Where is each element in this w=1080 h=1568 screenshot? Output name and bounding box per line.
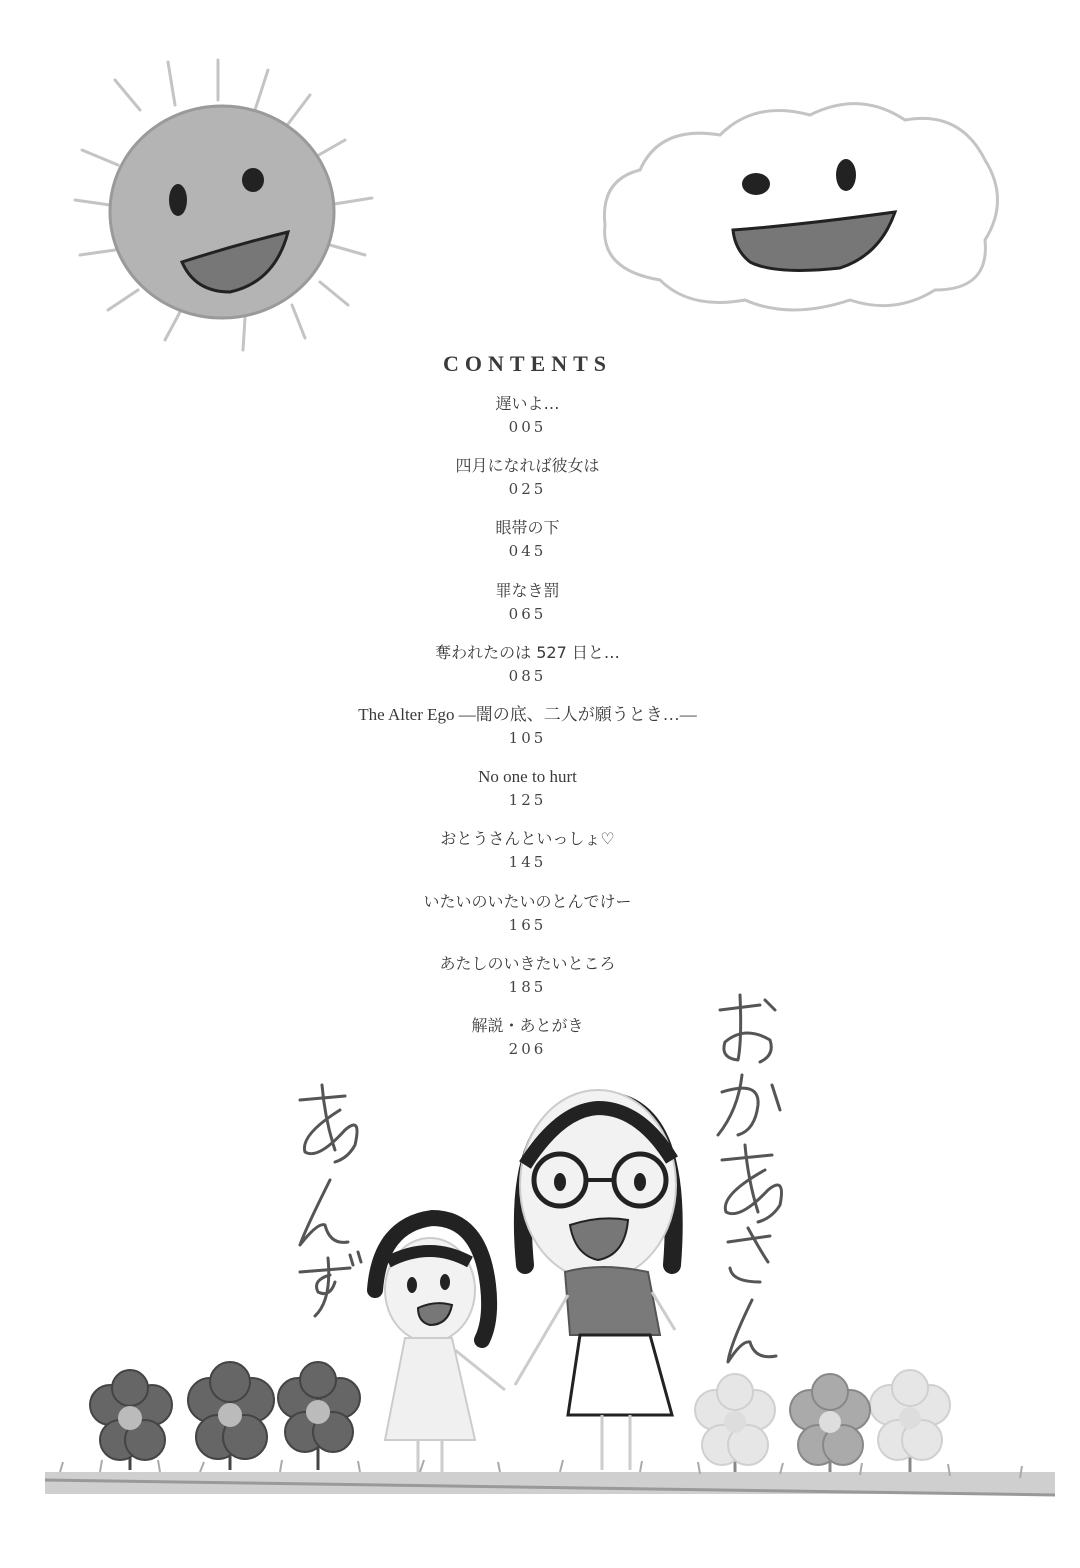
table-of-contents [0, 392, 1055, 1076]
entry-title: おとうさんといっしょ♡ [440, 829, 615, 849]
toc-entry[interactable] [0, 765, 1055, 827]
cloud-drawing [604, 104, 997, 310]
toc-entry[interactable] [0, 703, 1055, 765]
entry-page-number: 206 [508, 1039, 547, 1058]
entry-page-number: 065 [508, 604, 547, 623]
toc-entry[interactable] [0, 1014, 1055, 1076]
entry-title: 四月になれば彼女は [455, 456, 600, 476]
toc-entry[interactable] [0, 392, 1055, 454]
entry-page-number: 125 [508, 791, 547, 810]
entry-title: 奪われたのは 527 日と… [435, 642, 620, 662]
entry-title: 解説・あとがき [471, 1015, 584, 1035]
contents-heading: CONTENTS [442, 350, 613, 376]
entry-title: The Alter Ego ―闇の底、二人が願うとき…― [358, 704, 697, 724]
entry-title: 眼帯の下 [495, 518, 560, 538]
entry-page-number: 005 [508, 418, 547, 436]
entry-page-number: 145 [508, 853, 547, 872]
entry-title: あたしのいきたいところ [439, 953, 616, 973]
toc-entry[interactable] [0, 890, 1055, 952]
entry-page-number: 185 [508, 977, 547, 996]
entry-title: 罪なき罰 [495, 580, 560, 600]
entry-page-number: 085 [508, 666, 547, 685]
entry-page-number: 045 [508, 542, 547, 561]
flowers-right [695, 1370, 950, 1480]
entry-page-number: 105 [508, 728, 547, 747]
toc-entry[interactable] [0, 516, 1055, 578]
sun-drawing [75, 60, 372, 350]
toc-entry[interactable] [0, 454, 1055, 516]
grass-ground [45, 1460, 1055, 1495]
child-figure [375, 1218, 505, 1485]
entry-title: いたいのいたいのとんでけー [423, 891, 632, 911]
toc-entry[interactable] [0, 579, 1055, 641]
entry-title: No one to hurt [478, 767, 577, 787]
mother-figure [515, 1090, 676, 1470]
toc-entry[interactable] [0, 827, 1055, 889]
flowers-left [90, 1362, 360, 1470]
toc-entry[interactable] [0, 952, 1055, 1014]
toc-entry[interactable] [0, 641, 1055, 703]
entry-page-number: 165 [508, 915, 547, 934]
entry-page-number: 025 [508, 480, 547, 499]
entry-title: 遅いよ… [495, 394, 560, 413]
child-name-handwriting [300, 1085, 361, 1316]
